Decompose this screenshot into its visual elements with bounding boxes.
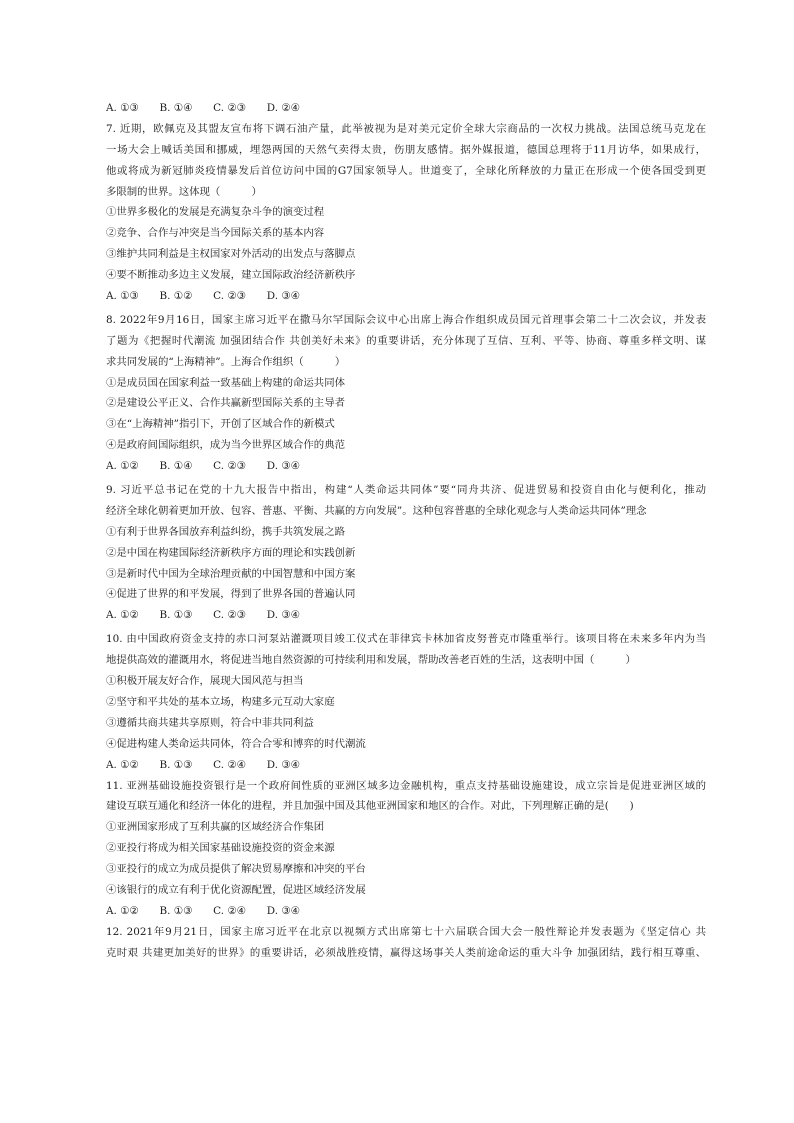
option-3: ③遵循共商共建共享原则，符合中菲共同利益 — [106, 716, 314, 729]
question-stem: 多限制的世界。这体现（ ） — [106, 185, 262, 198]
question-stem: 11. 亚洲基础设施投资银行是一个政府间性质的亚洲区域多边金融机构，重点支持基础设施建设，成立宗旨是促进亚洲区域的 — [106, 779, 706, 792]
q6-answer-options — [106, 98, 706, 119]
option-3: ③亚投行的成立为成员提供了解决贸易摩擦和冲突的平台 — [106, 863, 366, 876]
question-stem: 7. 近期，欧佩克及其盟友宣布将下调石油产量，此举被视为是对美元定价全球大宗商品的一次权力挑战。法国总统马克龙在 — [106, 122, 706, 135]
question-stem: 建设互联互通化和经济一体化的进程，并且加强中国及其他亚洲国家和地区的合作。对此，下列理解正确的是( ) — [106, 800, 634, 813]
answer-options: A. ①② B. ①④ C. ②③ D. ③④ — [106, 460, 300, 473]
exam-page — [106, 98, 706, 964]
option-4: ④该银行的成立有利于优化资源配置，促进区域经济发展 — [106, 883, 366, 896]
answer-options: A. ①③ B. ①② C. ②③ D. ③④ — [106, 290, 300, 303]
question-stem: 地提供高效的灌溉用水，将促进当地自然资源的可持续利用和发展，帮助改善老百姓的生活，这表明中国（ ） — [106, 654, 636, 667]
option-2: ②是中国在构建国际经济新秩序方面的理论和实践创新 — [106, 546, 356, 559]
answer-options: A. ①② B. ①③ C. ②④ D. ③④ — [106, 904, 300, 917]
option-1: ①是成员国在国家利益一致基础上构建的命运共同体 — [106, 376, 345, 389]
question-stem: 经济全球化朝着更加开放、包容、普惠、平衡、共赢的方向发展”。这种包容普惠的全球化观念与人类命运共同体”理念 — [106, 504, 647, 517]
option-1: ①有利于世界各国放弃利益纠纷，携手共筑发展之路 — [106, 525, 345, 538]
option-3: ③在“上海精神”指引下，开创了区域合作的新模式 — [106, 418, 335, 431]
answer-options: A. ①② B. ①③ C. ②④ D. ③④ — [106, 758, 300, 771]
question-stem: 10. 由中国政府资金支持的赤口河泵站灌溉项目竣工仪式在菲律宾卡林加省皮努普克市隆重举行。该项目将在未来多年内为当 — [106, 633, 706, 646]
option-2: ②坚守和平共处的基本立场，构建多元互动大家庭 — [106, 695, 335, 708]
option-4: ④促进了世界的和平发展，得到了世界各国的普遍认同 — [106, 588, 356, 601]
option-4: ④要不断推动多边主义发展，建立国际政治经济新秩序 — [106, 269, 356, 282]
question-stem: 求共同发展的“上海精神”。上海合作组织（ ） — [106, 355, 346, 368]
option-1: ①积极开展友好合作，展现大国风范与担当 — [106, 675, 304, 688]
option-3: ③是新时代中国为全球治理贡献的中国智慧和中国方案 — [106, 567, 356, 580]
question-stem: 了题为《把握时代潮流 加强团结合作 共创美好未来》的重要讲话，充分体现了互信、互利、平等、协商、尊重多样文明、谋 — [106, 334, 706, 347]
option-2: ②是建设公平正义、合作共赢新型国际关系的主导者 — [106, 397, 345, 410]
question-stem: 9. 习近平总书记在党的十九大报告中指出，构建“人类命运共同体”要“同舟共济、促进贸易和投资自由化与便利化，推动 — [106, 484, 706, 497]
question-8 — [106, 310, 706, 477]
answer-options: A. ①③ B. ①④ C. ②③ D. ②④ — [106, 102, 300, 114]
answer-options: A. ①② B. ①③ C. ②③ D. ③④ — [106, 609, 300, 622]
question-7 — [106, 119, 706, 307]
option-1: ①亚洲国家形成了互利共赢的区域经济合作集团 — [106, 821, 325, 834]
question-9 — [106, 480, 706, 626]
option-2: ②亚投行将成为相关国家基础设施投资的资金来源 — [106, 842, 335, 855]
question-11 — [106, 776, 706, 922]
question-stem: 8. 2022年9月16日，国家主席习近平在撒马尔罕国际会议中心出席上海合作组织成员国元首理事会第二十二次会议，并发表 — [106, 313, 706, 326]
question-stem: 12. 2021年9月21日，国家主席习近平在北京以视频方式出席第七十六届联合国大会一般性辩论并发表题为《坚定信心 共 — [106, 925, 706, 938]
option-3: ③维护共同利益是主权国家对外活动的出发点与落脚点 — [106, 248, 356, 261]
option-1: ①世界多极化的发展是充满复杂斗争的演变过程 — [106, 206, 325, 219]
question-12 — [106, 922, 706, 964]
option-4: ④促进构建人类命运共同体，符合合零和博弈的时代潮流 — [106, 737, 366, 750]
option-4: ④是政府间国际组织，成为当今世界区域合作的典范 — [106, 439, 345, 452]
question-stem: 他或将成为新冠肺炎疫情暴发后首位访问中国的G7国家领导人。世道变了，全球化所释放的力量正在形成一个使各国受到更 — [106, 164, 706, 177]
question-stem: 克时艰 共建更加美好的世界》的重要讲话，必须战胜疫情，赢得这场事关人类前途命运的重大斗争 加强团结，践行相互尊重、 — [106, 946, 706, 959]
question-stem: 一场大会上喊话美国和挪威，埋怨两国的天然气卖得太贵，伤朋友感情。据外媒报道，德国总理将于11月访华，如果成行， — [106, 143, 706, 156]
option-2: ②竞争、合作与冲突是当今国际关系的基本内容 — [106, 227, 325, 240]
question-10 — [106, 629, 706, 775]
